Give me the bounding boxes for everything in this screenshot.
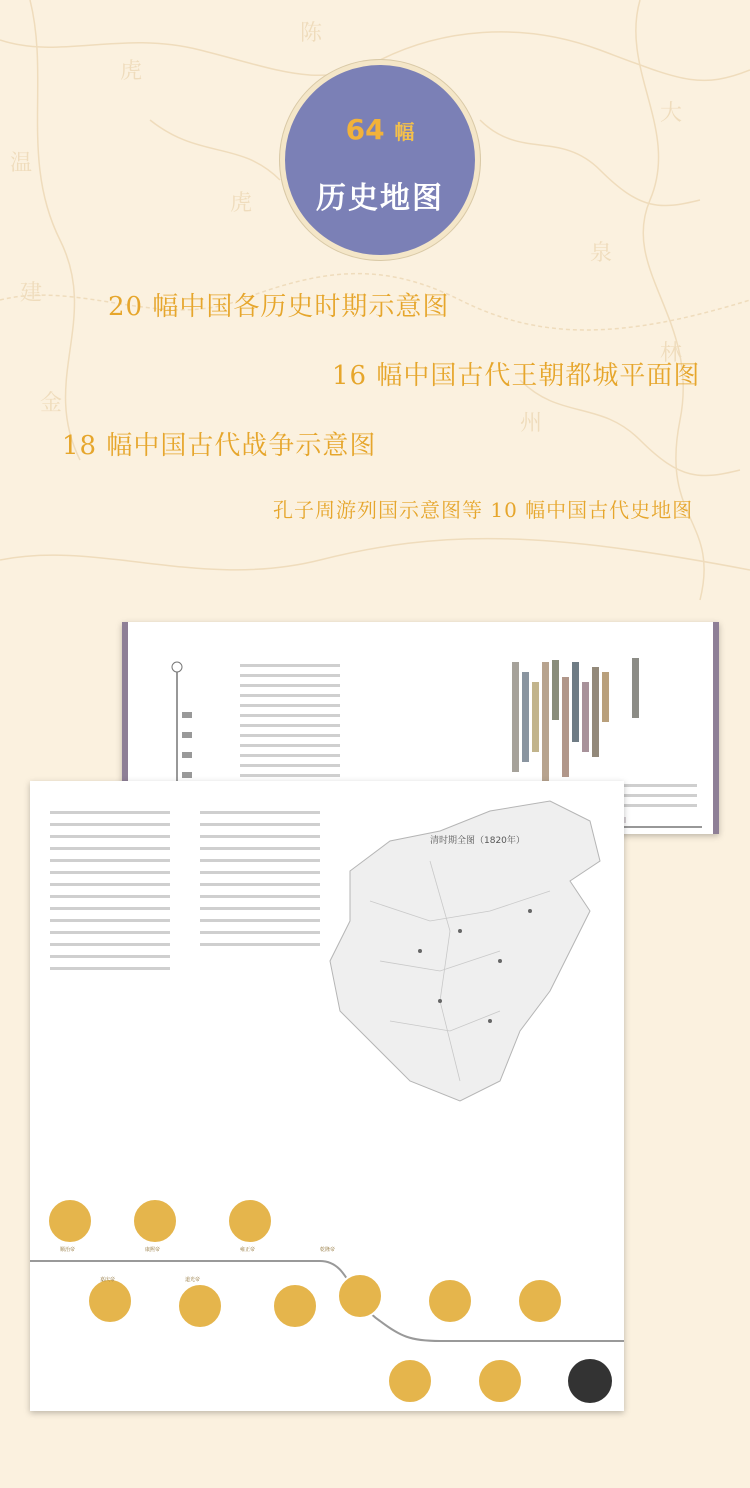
badge-title: 历史地图 — [316, 181, 444, 216]
svg-text:虎: 虎 — [120, 59, 143, 84]
svg-text:林: 林 — [660, 341, 683, 366]
feature-line-3: 18 幅中国古代战争示意图 — [62, 431, 377, 461]
svg-text:乾隆帝: 乾隆帝 — [320, 1247, 336, 1253]
badge-count: 64 幅 — [345, 113, 415, 146]
feature-line-4: 孔子周游列国示意图等 10 幅中国古代史地图 — [273, 498, 694, 522]
page-edge-right — [713, 622, 719, 834]
svg-text:嘉庆帝: 嘉庆帝 — [100, 1277, 116, 1283]
qing-map-illustration — [30, 781, 624, 1411]
qing-map-title: 清时期全图（1820年） — [430, 836, 525, 846]
svg-text:康熙帝: 康熙帝 — [145, 1247, 161, 1253]
svg-text:雍正帝: 雍正帝 — [240, 1247, 256, 1253]
book-spread-qing — [30, 781, 624, 1411]
svg-text:泉: 泉 — [590, 241, 613, 266]
feature-line-2: 16 幅中国古代王朝都城平面图 — [332, 361, 701, 391]
svg-text:陈: 陈 — [300, 21, 323, 46]
svg-text:道光帝: 道光帝 — [185, 1277, 201, 1283]
svg-text:金: 金 — [40, 391, 63, 416]
svg-text:虎: 虎 — [230, 191, 253, 216]
svg-text:州: 州 — [520, 411, 543, 436]
count-badge — [280, 60, 480, 260]
svg-text:温: 温 — [10, 151, 33, 176]
svg-text:顺治帝: 顺治帝 — [60, 1247, 76, 1253]
feature-line-1: 20 幅中国各历史时期示意图 — [108, 292, 450, 322]
svg-text:建: 建 — [20, 281, 43, 306]
svg-text:大: 大 — [660, 101, 683, 126]
